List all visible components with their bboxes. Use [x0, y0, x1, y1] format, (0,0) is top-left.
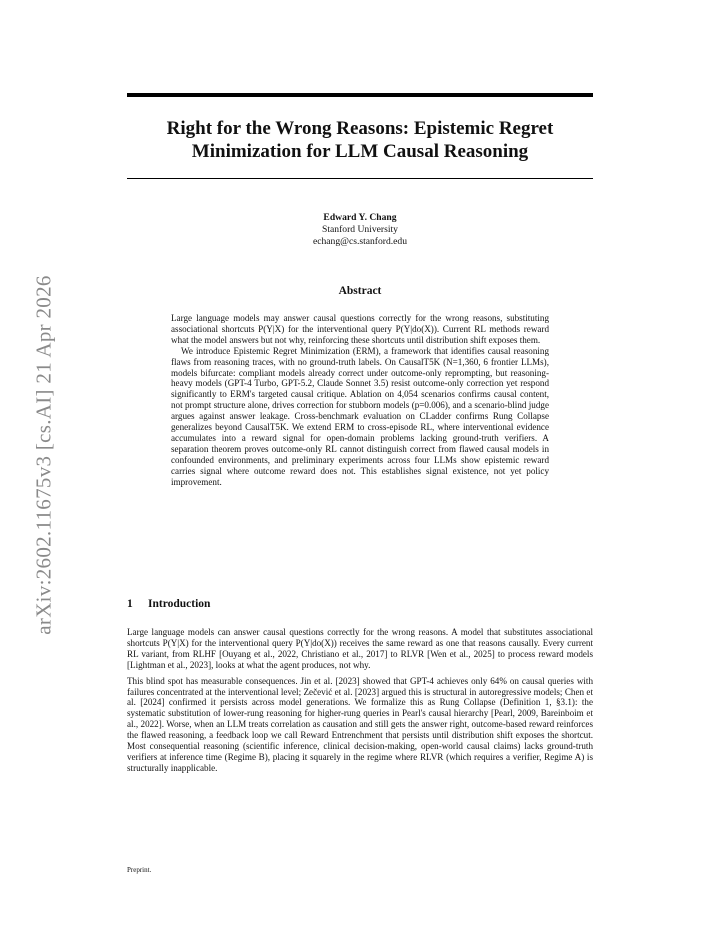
abstract-body: [171, 313, 549, 488]
title-top-rule: [127, 93, 593, 97]
abstract-paragraph: Large language models may answer causal questions correctly for the wrong reasons, substituting associational shortcuts P(Y|X) for the interventional query P(Y|do(X)). Current RL methods reward what the model answers but not why, reinforcing these shortcuts until distribution shift exposes them.: [171, 313, 549, 345]
title-line-1: Right for the Wrong Reasons: Epistemic Regret: [166, 118, 554, 139]
title-bottom-rule: [127, 178, 593, 179]
author-block: [127, 212, 593, 248]
introduction-body: [127, 627, 593, 779]
author-name: Edward Y. Chang: [323, 212, 397, 223]
author-affiliation: Stanford University: [322, 224, 398, 235]
preprint-footer: Preprint.: [127, 866, 152, 874]
body-paragraph: This blind spot has measurable consequences. Jin et al. [2023] showed that GPT-4 achieves only 64% on causal queries with failures concentrated at the interventional level; Zečević et al. [2023] argued this is structural in autoregressive models; Chen et al. [2024] confirmed it persists across model generations. We formalize this as Rung Collapse (Definition 1, §3.1): the systematic substitution of lower-rung reasoning for higher-rung queries in Pearl's causal hierarchy [Pearl, 2009, Bareinboim et al., 2022]. Worse, when an LLM treats correlation as causation and still gets the answer right, outcome-based reward reinforces the flawed reasoning, a feedback loop we call Reward Entrenchment that persists until distribution shift exposes the shortcut. Most consequential reasoning (scientific inference, clinical decision-making, open-world causal claims) lacks ground-truth verifiers at inference time (Regime B), placing it squarely in the regime where RLVR (which requires a verifier, Regime A) is structurally inapplicable.: [127, 675, 593, 773]
section-number: 1: [127, 598, 133, 610]
author-email: echang@cs.stanford.edu: [312, 236, 408, 247]
section-heading: [127, 598, 593, 610]
title-line-2: Minimization for LLM Causal Reasoning: [191, 141, 529, 162]
abstract-paragraph: We introduce Epistemic Regret Minimization (ERM), a framework that identifies causal reasoning flaws from reasoning traces, with no ground-truth labels. On CausalT5K (N=1,360, 6 frontier LLMs), models bifurcate: compliant models already correct under outcome-only reprompting, but reasoning-heavy models (GPT-4 Turbo, GPT-5.2, Claude Sonnet 3.5) resist outcome-only correction yet respond significantly to ERM's targeted causal critique. Ablation on 4,054 scenarios confirms causal content, not prompt structure alone, drives correction for stubborn models (p=0.006), and a scenario-blind judge argues against answer leakage. Cross-benchmark evaluation on CLadder confirms Rung Collapse generalizes beyond CausalT5K. We extend ERM to cross-episode RL, where interventional evidence accumulates into a reward signal for open-domain problems lacking ground-truth verifiers. A separation theorem proves outcome-only RL cannot distinguish correct from flawed causal models in confounded environments, and preliminary experiments across four LLMs show epistemic reward carries signal where outcome reward does not. This establishes signal existence, not yet policy improvement.: [171, 345, 549, 487]
paper-title: [127, 117, 593, 163]
body-paragraph: Large language models can answer causal questions correctly for the wrong reasons. A model that substitutes associational shortcuts P(Y|X) for the interventional query P(Y|do(X)) receives the same reward as one that reasons causally. Every current RL variant, from RLHF [Ouyang et al., 2022, Christiano et al., 2017] to RLVR [Wen et al., 2025] to process reward models [Lightman et al., 2023], looks at what the agent produces, not why.: [127, 627, 593, 670]
section-title: Introduction: [148, 598, 211, 610]
abstract-heading: Abstract: [338, 285, 382, 297]
arxiv-identifier-stamp: arXiv:2602.11675v3 [cs.AI] 21 Apr 2026: [31, 275, 56, 635]
